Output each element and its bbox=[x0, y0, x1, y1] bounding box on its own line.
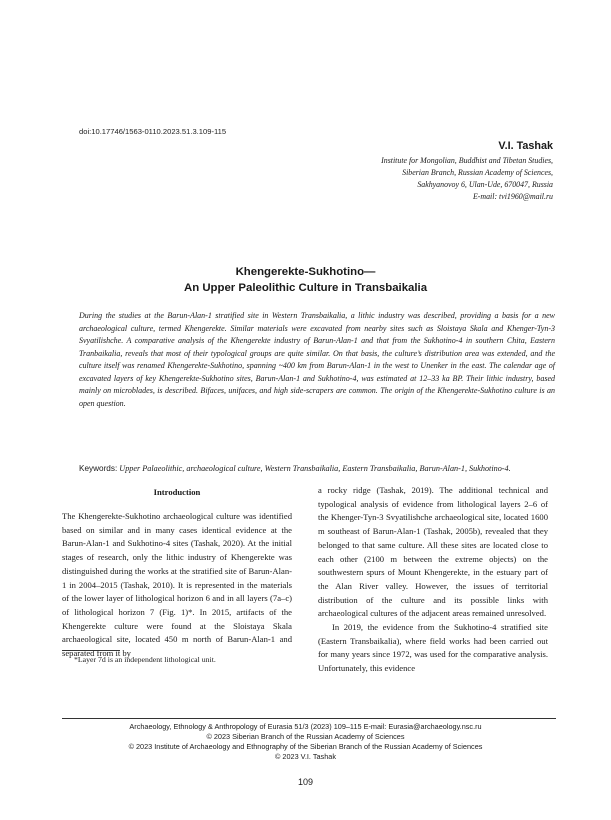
author-email: E-mail: tvi1960@mail.ru bbox=[472, 192, 553, 201]
journal-line: Archaeology, Ethnology & Anthropology of Eurasia 51/3 (2023) 109–115 E-mail: Eurasia@archaeology.nsc.ru bbox=[129, 722, 482, 731]
abstract bbox=[79, 310, 555, 410]
affiliation-line: Sakhyanovoy 6, Ulan-Ude, 670047, Russia bbox=[417, 180, 553, 189]
left-column bbox=[62, 484, 292, 661]
author-name: V.I. Tashak bbox=[498, 140, 553, 152]
title-line: Khengerekte-Sukhotino— bbox=[235, 266, 376, 278]
title-line: An Upper Paleolithic Culture in Transbaikalia bbox=[183, 282, 428, 294]
footer-divider bbox=[62, 718, 556, 719]
keywords-list: Upper Palaeolithic, archaeological culture, Western Transbaikalia, Eastern Transbaikalia, Barun-Alan-1, Sukhotino-4. bbox=[119, 464, 511, 473]
footnote-divider bbox=[62, 650, 120, 651]
page-number: 109 bbox=[297, 777, 314, 787]
body-paragraph: a rocky ridge (Tashak, 2019). The additional technical and typological analysis of evidence from lithological layers 2–6 of the Khenger-Tyn-3 Svyatilishche archaeological site, located 1600 m southeast of Barun-Alan-1 (Tashak, 2005b), revealed that they belonged to that same culture. All these sites are located close to each other (2100 m between the extreme objects) on the southwestern spurs of Mount Khengerekte, in the estuary part of the Alan River valley. However, the issues of territorial distribution of the culture and its possible links with archaeological cultures of the adjacent areas remained unresolved. bbox=[318, 485, 548, 619]
abstract-text: During the studies at the Barun-Alan-1 stratified site in Western Transbaikalia, a lithic industry was described, providing a basis for a new archaeological culture, termed Khengerekte. Similar materials were excavated from nearby sites such as Sloistaya Skala and Khenger-Tyn-3 Svyatilishche. A comparative analysis of the Khengerekte industry of Barun-Alan-1 and that from the Sukhotino-4 in southern Chita, Eastern Tranbaikalia, reveals that most of their typological groups are quite similar. On that basis, the culture’s distribution area was extended, and the culture itself was renamed Khengerekte-Sukhotino, spanning ~400 km from Barun-Alan-1 in the west to Unenker in the east. The calendar age of excavated layers of key Khengerekte-Sukhotino sites, Barun-Alan-1 and Sukhotino-4, was estimated at 12–33 ka BP. Their lithic industry, based mainly on microblades, is described. Bifaces, unifaces, and high side-scrapers are common. The origin of the Khengerekte-Sukhotino culture is an open question. bbox=[79, 311, 555, 408]
affiliation-line: Siberian Branch, Russian Academy of Sciences, bbox=[402, 168, 553, 177]
article-title bbox=[0, 264, 611, 296]
copyright-line: © 2023 Institute of Archaeology and Ethnography of the Siberian Branch of the Russian Academy of Sciences bbox=[128, 742, 483, 751]
right-column bbox=[318, 484, 548, 676]
body-paragraph: The Khengerekte-Sukhotino archaeological culture was identified based on similar and in many cases identical evidence at the Barun-Alan-1 and Sukhotino-4 sites (Tashak, 2020). At the initial stages of research, only the lithic industry of Khengerekte was distinguished during the works at the stratified site of Barun-Alan-1 in 2004–2015 (Tashak, 2010). It is represented in the materials of the lower layer of lithological horizon 6 and in all layers (7a–c) of lithological horizon 7 (Fig. 1)*. In 2015, artifacts of the Khengerekte culture were found at the Sloistaya Skala archaeological site, located 450 m north of Barun-Alan-1 and separated from it by bbox=[62, 511, 292, 659]
keywords bbox=[79, 463, 555, 476]
doi: doi:10.17746/1563-0110.2023.51.3.109-115 bbox=[79, 127, 227, 136]
copyright-line: © 2023 V.I. Tashak bbox=[275, 752, 336, 761]
body-paragraph: In 2019, the evidence from the Sukhotino-4 stratified site (Eastern Transbaikalia), where field works had been carried out for many years since 1972, was used for the comparative analysis. Unfortunately, this evidence bbox=[318, 622, 548, 674]
keywords-label: Keywords: bbox=[79, 464, 118, 473]
copyright-line: © 2023 Siberian Branch of the Russian Academy of Sciences bbox=[206, 732, 405, 741]
journal-footer bbox=[0, 722, 611, 762]
affiliation-line: Institute for Mongolian, Buddhist and Tibetan Studies, bbox=[381, 156, 553, 165]
footnote: *Layer 7d is an independent lithological unit. bbox=[74, 655, 216, 664]
section-heading: Introduction bbox=[153, 487, 201, 497]
author-affiliation bbox=[253, 155, 553, 203]
